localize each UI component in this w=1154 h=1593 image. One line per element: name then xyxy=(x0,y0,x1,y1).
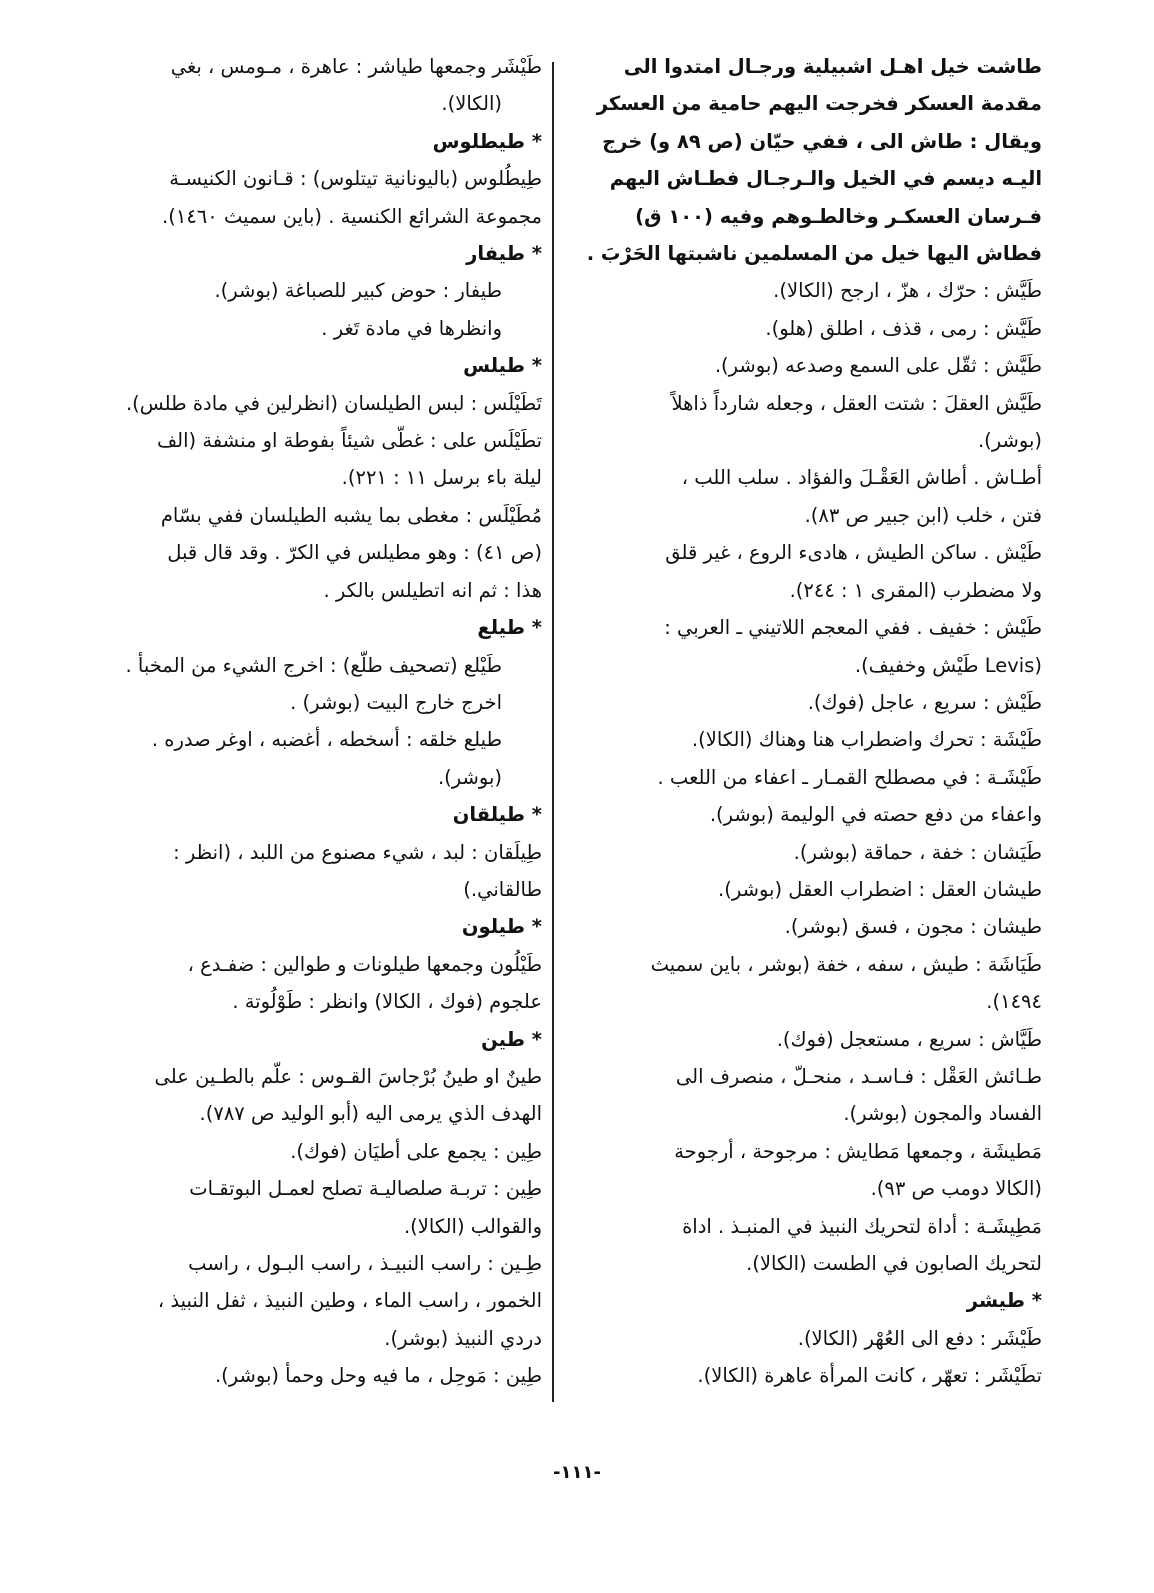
text-line: هذا : ثم انه اتطيلس بالكر . xyxy=(323,578,542,602)
text-line: طَيْشَر : دفع الى العُهْر (الكالا). xyxy=(797,1326,1042,1350)
text-line: طيشان العقل : اضطراب العقل (بوشر). xyxy=(718,877,1042,901)
text-line: دردي النبيذ (بوشر). xyxy=(384,1326,542,1350)
text-line: مَطِيشَـة : أداة لتحريك النبيذ في المنبـذ . اداة xyxy=(682,1214,1042,1238)
text-line: طيلع خلقه : أسخطه ، أغضبه ، اوغر صدره . xyxy=(151,728,502,752)
text-line: تطَيْلَس على : غطّى شيئاً بفوطة او منشفة (الف xyxy=(157,429,542,453)
text-line: طَيْلُون وجمعها طيلونات و طوالين : ضفـدع ، xyxy=(187,952,542,976)
text-line: (Levis طَيْش وخفيف). xyxy=(854,653,1042,677)
text-line: واعفاء من دفع حصته في الوليمة (بوشر). xyxy=(709,803,1042,827)
entry-heading: * طيفار xyxy=(466,242,542,266)
text-line: مجموعة الشرائع الكنسية . (باين سميث ١٤٦٠). xyxy=(162,204,542,228)
text-line: وانظرها في مادة تَغر . xyxy=(321,316,502,340)
text-line: (الكالا). xyxy=(441,92,502,116)
page-number: -١١١- xyxy=(553,1462,601,1483)
text-line: فتن ، خلب (ابن جبير ص ٨٣). xyxy=(804,503,1042,527)
text-line: طَيْش : خفيف . ففي المعجم اللاتيني ـ العربي : xyxy=(664,616,1042,640)
text-line: طِيلَقان : لبد ، شيء مصنوع من اللبد ، (انظر : xyxy=(173,840,542,864)
text-line: طـائش العَقْل : فـاسـد ، منحـلّ ، منصرف الى xyxy=(675,1064,1042,1088)
text-line: طَيْشَـة : في مصطلح القمـار ـ اعفاء من اللعب . xyxy=(657,765,1042,789)
text-line: اليـه ديسم في الخيل والـرجـال فطـاش اليهم xyxy=(609,167,1042,191)
text-line: طِين : مَوحِل ، ما فيه وحل وحمأ (بوشر). xyxy=(214,1364,542,1388)
text-line: أطـاش . أطاش العَقْـلَ والفؤاد . سلب اللب ، xyxy=(681,466,1042,490)
entry-heading: * طيشر xyxy=(966,1289,1042,1313)
text-line: طَيَّش : رمى ، قذف ، اطلق (هلو). xyxy=(765,316,1042,340)
text-line: الهدف الذي يرمى اليه (أبو الوليد ص ٧٨٧). xyxy=(199,1102,542,1126)
text-line: تَطَيْلَس : لبس الطيلسان (انظرلين في مادة طلس). xyxy=(125,391,542,415)
text-line: الفساد والمجون (بوشر). xyxy=(843,1102,1042,1126)
text-line: الخمور ، راسب الماء ، وطين النبيذ ، ثفل النبيذ ، xyxy=(157,1289,542,1313)
text-line: علجوم (فوك ، الكالا) وانظر : طَوْلُوتة . xyxy=(232,990,542,1014)
entry-heading: * طيلقان xyxy=(452,803,542,827)
text-line: طاشت خيل اهـل اشبيلية ورجـال امتدوا الى xyxy=(623,55,1042,78)
text-line: مقدمة العسكر فخرجت اليهم حامية من العسكر xyxy=(596,92,1042,116)
entry-heading: * طيلع xyxy=(477,616,542,640)
text-line: مُطَيْلَس : مغطى بما يشبه الطيلسان ففي بسّام xyxy=(160,503,542,527)
text-line: (بوشر). xyxy=(437,765,502,789)
text-line: طِين : يجمع على أطيَان (فوك). xyxy=(290,1139,542,1163)
text-line: طِـين : راسب النبيـذ ، راسب البـول ، راسب xyxy=(188,1252,542,1275)
right-column xyxy=(574,48,1042,1395)
text-line: ١٤٩٤). xyxy=(986,990,1042,1014)
text-line: طَيَشان : خفة ، حماقة (بوشر). xyxy=(793,840,1042,864)
text-line: اخرج خارج البيت (بوشر) . xyxy=(290,690,502,714)
text-line: طَيْلع (تصحيف طلّع) : اخرج الشيء من المخبأ . xyxy=(125,653,502,677)
text-line: طيشان : مجون ، فسق (بوشر). xyxy=(784,915,1042,939)
text-line: ويقال : طاش الى ، ففي حيّان (ص ٨٩ و) خرج xyxy=(602,129,1042,153)
column-divider xyxy=(552,62,554,1402)
text-line: طيفار : حوض كبير للصباغة (بوشر). xyxy=(214,279,502,303)
text-line: طَيْشَر وجمعها طياشر : عاهرة ، مـومس ، بغي xyxy=(170,55,542,78)
text-line: طَيْش : سريع ، عاجل (فوك). xyxy=(807,690,1042,714)
text-line: فـرسان العسكـر وخالطـوهم وفيه (١٠٠ ق) xyxy=(635,204,1042,228)
text-line: (الكالا دومب ص ٩٣). xyxy=(870,1177,1042,1201)
text-line: فطاش اليها خيل من المسلمين ناشبتها الحَرْبَ . xyxy=(586,242,1042,266)
entry-heading: * طيطلوس xyxy=(432,129,542,153)
text-line: طَيَّش : حرّك ، هزّ ، ارجح (الكالا). xyxy=(773,279,1042,303)
text-line: تطَيْشَر : تعهّر ، كانت المرأة عاهرة (الكالا). xyxy=(697,1364,1042,1388)
text-line: طينٌ او طينُ بُرْجاسَ القـوس : علّم بالطـين على xyxy=(154,1064,542,1088)
text-line: طَيْشَة : تحرك واضطراب هنا وهناك (الكالا). xyxy=(691,728,1042,752)
text-line: طِين : تربـة صلصاليـة تصلح لعمـل البوتقـات xyxy=(189,1177,542,1201)
text-line: لتحريك الصابون في الطست (الكالا). xyxy=(746,1252,1042,1275)
text-line: طَيَّش العقلَ : شتت العقل ، وجعله شارداً ذاهلاً xyxy=(671,391,1042,415)
text-line: (بوشر). xyxy=(977,429,1042,453)
text-line: والقوالب (الكالا). xyxy=(403,1214,542,1238)
text-line: ولا مضطرب (المقرى ١ : ٢٤٤). xyxy=(789,578,1042,602)
text-line: طَيْش . ساكن الطيش ، هادىء الروع ، غير قلق xyxy=(665,541,1042,565)
entry-heading: * طين xyxy=(481,1027,542,1051)
text-line: ليلة باء برسل ١١ : ٢٢١). xyxy=(341,466,542,490)
entry-heading: * طيلون xyxy=(461,915,542,939)
text-line: طَيَّاش : سريع ، مستعجل (فوك). xyxy=(776,1027,1042,1051)
text-line: (ص ٤١) : وهو مطيلس في الكرّ . وقد قال قبل xyxy=(167,541,542,565)
text-line: مَطيشَة ، وجمعها مَطايش : مرجوحة ، أرجوحة xyxy=(674,1139,1042,1163)
entry-heading: * طيلس xyxy=(463,354,542,378)
text-line: طَيَاشَة : طيش ، سفه ، خفة (بوشر ، باين سميث xyxy=(650,952,1042,976)
text-line: طِيطُلوس (باليونانية تيتلوس) : قـانون الكنيسـة xyxy=(169,167,542,191)
left-column xyxy=(112,48,542,1395)
text-line: طالقاني.) xyxy=(463,877,542,901)
text-line: طَيَّش : ثقّل على السمع وصدعه (بوشر). xyxy=(714,354,1042,378)
